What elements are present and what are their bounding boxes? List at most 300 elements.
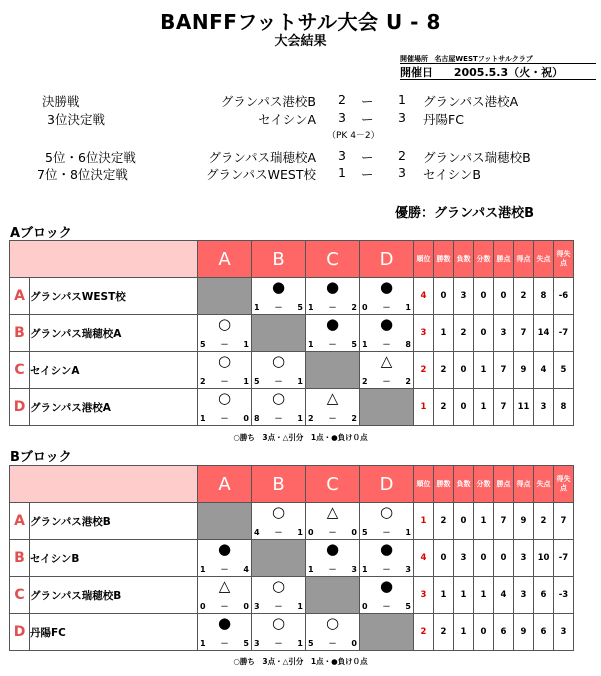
- score-for: 1: [308, 565, 314, 574]
- stat-value: 1: [434, 315, 454, 352]
- match-result-icon: ●: [325, 278, 340, 296]
- result-home-team: グランパス港校B: [220, 94, 316, 109]
- score-dash: －: [382, 303, 391, 312]
- match-result-icon: ●: [379, 540, 394, 558]
- match-score: [308, 639, 357, 649]
- self-match-cell: [252, 315, 306, 352]
- stat-value: 4: [494, 577, 514, 614]
- result-home-score: 3: [338, 148, 346, 163]
- stat-value: -7: [554, 540, 574, 577]
- stat-value: 2: [514, 278, 534, 315]
- match-cell: [198, 389, 252, 426]
- match-score: [200, 602, 249, 612]
- score-for: 1: [308, 340, 314, 349]
- col-header-d: D: [360, 466, 414, 503]
- stat-value: -6: [554, 278, 574, 315]
- score-dash: －: [382, 602, 391, 611]
- stat-value: 0: [454, 352, 474, 389]
- match-cell: [306, 614, 360, 651]
- result-home-team: セイシンA: [258, 112, 316, 127]
- match-score: [308, 414, 357, 424]
- team-row: [10, 577, 574, 614]
- stat-header: 分数: [474, 466, 494, 503]
- stat-value: 3: [514, 540, 534, 577]
- stat-value: 3: [494, 315, 514, 352]
- team-name: セイシンB: [30, 540, 198, 577]
- match-score: [200, 565, 249, 575]
- team-name: グランパス港校B: [30, 503, 198, 540]
- score-dash: －: [328, 528, 337, 537]
- match-score: [254, 303, 303, 313]
- self-match-cell: [252, 540, 306, 577]
- team-row: [10, 503, 574, 540]
- match-cell: [198, 352, 252, 389]
- rank-value: 1: [414, 389, 434, 426]
- stat-header: 勝点: [494, 241, 514, 278]
- score-against: 1: [297, 377, 303, 386]
- block-a-table: [9, 240, 574, 426]
- stat-value: -3: [554, 577, 574, 614]
- team-row: [10, 352, 574, 389]
- match-cell: [360, 352, 414, 389]
- score-against: 0: [243, 414, 249, 423]
- match-cell: [252, 389, 306, 426]
- block-a-legend: ○勝ち 3点・△引分 1点・●負け０点: [233, 433, 368, 442]
- stat-value: 1: [454, 614, 474, 651]
- result-home-team: グランパス瑞穂校A: [208, 150, 316, 165]
- self-match-cell: [306, 577, 360, 614]
- stat-value: 0: [474, 278, 494, 315]
- match-result-icon: △: [380, 352, 393, 370]
- match-score: [200, 340, 249, 350]
- score-against: 3: [405, 565, 411, 574]
- score-for: 1: [308, 303, 314, 312]
- result-dash: ー: [361, 167, 374, 182]
- score-against: 2: [351, 414, 357, 423]
- match-result-icon: ○: [217, 389, 232, 407]
- stat-value: 3: [534, 389, 554, 426]
- rank-value: 3: [414, 577, 434, 614]
- block-a-title: Aブロック: [10, 226, 72, 241]
- result-dash: ー: [361, 150, 374, 165]
- stat-value: 8: [554, 389, 574, 426]
- match-result-icon: ●: [379, 577, 394, 595]
- match-result-icon: △: [218, 577, 231, 595]
- match-cell: [252, 577, 306, 614]
- self-match-cell: [306, 352, 360, 389]
- score-against: 1: [405, 528, 411, 537]
- result-away-team: 丹陽FC: [423, 112, 464, 127]
- result-away-team: グランパス港校A: [423, 94, 519, 109]
- match-result-icon: ●: [271, 278, 286, 296]
- date-label: 開催日: [400, 66, 433, 79]
- match-score: [362, 340, 411, 350]
- stat-value: 5: [554, 352, 574, 389]
- score-dash: －: [328, 340, 337, 349]
- score-dash: －: [274, 303, 283, 312]
- score-dash: －: [220, 639, 229, 648]
- result-dash: ー: [361, 94, 374, 109]
- stat-value: -7: [554, 315, 574, 352]
- result-home-score: 3: [338, 110, 346, 125]
- score-against: 5: [351, 340, 357, 349]
- row-letter: D: [10, 614, 30, 651]
- score-dash: －: [382, 377, 391, 386]
- stat-value: 0: [494, 278, 514, 315]
- team-name: グランパスWEST校: [30, 278, 198, 315]
- self-match-cell: [198, 503, 252, 540]
- score-against: 4: [243, 565, 249, 574]
- row-letter: C: [10, 577, 30, 614]
- rank-value: 2: [414, 352, 434, 389]
- match-score: [362, 528, 411, 538]
- score-dash: －: [274, 639, 283, 648]
- match-cell: [360, 577, 414, 614]
- match-cell: [198, 614, 252, 651]
- stat-value: 9: [514, 503, 534, 540]
- score-for: 1: [362, 340, 368, 349]
- rank-value: 1: [414, 503, 434, 540]
- score-dash: －: [328, 414, 337, 423]
- match-result-icon: ○: [271, 352, 286, 370]
- col-header-a: A: [198, 466, 252, 503]
- score-for: 5: [308, 639, 314, 648]
- score-dash: －: [274, 377, 283, 386]
- match-cell: [198, 577, 252, 614]
- match-result-icon: ○: [379, 503, 394, 521]
- block-b-legend: ○勝ち 3点・△引分 1点・●負け０点: [233, 657, 368, 666]
- stat-value: 2: [434, 352, 454, 389]
- row-letter: D: [10, 389, 30, 426]
- stat-value: 3: [514, 577, 534, 614]
- match-result-icon: ●: [325, 540, 340, 558]
- block-b-title: Bブロック: [10, 450, 72, 465]
- stat-value: 9: [514, 352, 534, 389]
- pk-note: （PK 4－2）: [327, 131, 380, 141]
- result-round: 5位・6位決定戦: [45, 150, 136, 165]
- stat-header: 勝数: [434, 241, 454, 278]
- match-cell: [306, 503, 360, 540]
- stat-value: 3: [454, 278, 474, 315]
- stat-header: 得失点: [554, 241, 574, 278]
- row-letter: C: [10, 352, 30, 389]
- col-header-a: A: [198, 241, 252, 278]
- stat-value: 6: [534, 577, 554, 614]
- score-against: 8: [405, 340, 411, 349]
- score-dash: －: [382, 565, 391, 574]
- score-against: 1: [297, 528, 303, 537]
- score-for: 0: [308, 528, 314, 537]
- score-against: 5: [243, 639, 249, 648]
- score-dash: －: [220, 340, 229, 349]
- result-away-score: 2: [398, 148, 406, 163]
- header-blank: [10, 241, 198, 278]
- rank-value: 3: [414, 315, 434, 352]
- stat-value: 11: [514, 389, 534, 426]
- match-cell: [360, 503, 414, 540]
- stat-header: 失点: [534, 466, 554, 503]
- venue-value: 名古屋WESTフットサルクラブ: [434, 55, 533, 63]
- match-score: [362, 602, 411, 612]
- stat-header: 得失点: [554, 466, 574, 503]
- match-result-icon: ●: [379, 315, 394, 333]
- score-dash: －: [328, 565, 337, 574]
- stat-value: 3: [454, 540, 474, 577]
- match-result-icon: ○: [217, 315, 232, 333]
- stat-value: 0: [474, 614, 494, 651]
- rank-value: 2: [414, 614, 434, 651]
- match-cell: [306, 540, 360, 577]
- stat-header: 失点: [534, 241, 554, 278]
- score-for: 2: [200, 377, 206, 386]
- match-score: [308, 340, 357, 350]
- match-score: [308, 528, 357, 538]
- score-for: 2: [362, 377, 368, 386]
- score-dash: －: [220, 602, 229, 611]
- score-for: 0: [362, 602, 368, 611]
- stat-value: 14: [534, 315, 554, 352]
- score-for: 5: [362, 528, 368, 537]
- self-match-cell: [360, 614, 414, 651]
- score-dash: －: [274, 414, 283, 423]
- match-cell: [252, 278, 306, 315]
- header-row: [10, 466, 574, 503]
- score-against: 0: [243, 602, 249, 611]
- page-title: BANFFフットサル大会 U - 8: [160, 10, 441, 34]
- stat-value: 1: [474, 352, 494, 389]
- tournament-winner: 優勝：グランパス港校B: [395, 206, 534, 221]
- result-away-team: グランパス瑞穂校B: [423, 150, 531, 165]
- score-for: 2: [308, 414, 314, 423]
- row-letter: B: [10, 315, 30, 352]
- stat-value: 1: [454, 577, 474, 614]
- score-against: 5: [405, 602, 411, 611]
- match-score: [200, 377, 249, 387]
- match-score: [254, 377, 303, 387]
- stat-value: 0: [474, 315, 494, 352]
- match-score: [254, 528, 303, 538]
- date-value: 2005.5.3（火・祝）: [453, 66, 564, 79]
- match-cell: [306, 315, 360, 352]
- score-for: 1: [200, 414, 206, 423]
- team-name: 丹陽FC: [30, 614, 198, 651]
- block-b-table: [9, 465, 574, 651]
- match-result-icon: ○: [271, 503, 286, 521]
- match-result-icon: ●: [379, 278, 394, 296]
- match-score: [200, 639, 249, 649]
- stat-value: 1: [434, 577, 454, 614]
- score-for: 1: [254, 303, 260, 312]
- score-dash: －: [328, 303, 337, 312]
- match-cell: [306, 389, 360, 426]
- col-header-d: D: [360, 241, 414, 278]
- result-round: 決勝戦: [42, 94, 80, 109]
- stat-value: 2: [454, 315, 474, 352]
- row-letter: A: [10, 278, 30, 315]
- header-blank: [10, 466, 198, 503]
- result-away-team: セイシンB: [423, 167, 481, 182]
- team-name: グランパス瑞穂校A: [30, 315, 198, 352]
- match-cell: [252, 352, 306, 389]
- stat-value: 4: [534, 352, 554, 389]
- stat-header: 負数: [454, 466, 474, 503]
- score-for: 3: [254, 639, 260, 648]
- venue-label: 開催場所: [400, 55, 428, 63]
- match-result-icon: ○: [271, 389, 286, 407]
- row-letter: A: [10, 503, 30, 540]
- stat-value: 2: [434, 503, 454, 540]
- score-against: 5: [297, 303, 303, 312]
- stat-value: 10: [534, 540, 554, 577]
- result-away-score: 3: [398, 110, 406, 125]
- row-letter: B: [10, 540, 30, 577]
- stat-value: 7: [554, 503, 574, 540]
- match-result-icon: ○: [271, 614, 286, 632]
- match-score: [254, 414, 303, 424]
- score-for: 1: [362, 565, 368, 574]
- stat-value: 2: [534, 503, 554, 540]
- result-home-score: 2: [338, 92, 346, 107]
- score-dash: －: [220, 414, 229, 423]
- col-header-b: B: [252, 466, 306, 503]
- score-for: 1: [200, 565, 206, 574]
- match-score: [362, 377, 411, 387]
- result-home-team: グランパスWEST校: [206, 167, 316, 182]
- score-against: 0: [351, 528, 357, 537]
- rank-value: 4: [414, 278, 434, 315]
- score-against: 0: [351, 639, 357, 648]
- stat-header: 勝点: [494, 466, 514, 503]
- match-score: [362, 565, 411, 575]
- score-against: 1: [243, 377, 249, 386]
- stat-value: 0: [434, 278, 454, 315]
- stat-value: 6: [494, 614, 514, 651]
- date-line: [400, 64, 596, 80]
- page-subtitle: 大会結果: [274, 34, 327, 49]
- score-against: 3: [351, 565, 357, 574]
- match-result-icon: ○: [217, 352, 232, 370]
- result-away-score: 3: [398, 165, 406, 180]
- score-against: 1: [297, 639, 303, 648]
- stat-value: 7: [494, 352, 514, 389]
- match-result-icon: △: [326, 503, 339, 521]
- match-result-icon: ○: [271, 577, 286, 595]
- stat-value: 1: [474, 503, 494, 540]
- score-dash: －: [328, 639, 337, 648]
- self-match-cell: [198, 278, 252, 315]
- stat-header: 分数: [474, 241, 494, 278]
- stat-value: 0: [434, 540, 454, 577]
- stat-value: 3: [554, 614, 574, 651]
- score-dash: －: [274, 602, 283, 611]
- team-name: グランパス瑞穂校B: [30, 577, 198, 614]
- team-name: グランパス港校A: [30, 389, 198, 426]
- stat-value: 0: [494, 540, 514, 577]
- match-cell: [306, 278, 360, 315]
- team-row: [10, 540, 574, 577]
- result-round: 3位決定戦: [47, 112, 105, 127]
- match-cell: [360, 540, 414, 577]
- stat-header: 順位: [414, 466, 434, 503]
- stat-value: 7: [494, 389, 514, 426]
- stat-header: 得点: [514, 466, 534, 503]
- score-against: 1: [297, 602, 303, 611]
- score-against: 2: [405, 377, 411, 386]
- date-divider: [400, 79, 596, 80]
- score-for: 0: [200, 602, 206, 611]
- team-row: [10, 278, 574, 315]
- result-home-score: 1: [338, 165, 346, 180]
- match-cell: [252, 614, 306, 651]
- team-name: セイシンA: [30, 352, 198, 389]
- match-score: [254, 602, 303, 612]
- score-for: 1: [200, 639, 206, 648]
- col-header-b: B: [252, 241, 306, 278]
- score-against: 2: [351, 303, 357, 312]
- self-match-cell: [360, 389, 414, 426]
- rank-value: 4: [414, 540, 434, 577]
- team-row: [10, 389, 574, 426]
- stat-header: 勝数: [434, 466, 454, 503]
- match-result-icon: ●: [325, 315, 340, 333]
- col-header-c: C: [306, 241, 360, 278]
- score-against: 1: [243, 340, 249, 349]
- result-away-score: 1: [398, 92, 406, 107]
- score-for: 0: [362, 303, 368, 312]
- match-result-icon: ●: [217, 614, 232, 632]
- match-score: [308, 565, 357, 575]
- stat-value: 1: [474, 577, 494, 614]
- stat-value: 0: [454, 503, 474, 540]
- stat-value: 7: [514, 315, 534, 352]
- match-score: [200, 414, 249, 424]
- score-dash: －: [274, 528, 283, 537]
- match-cell: [198, 315, 252, 352]
- score-for: 3: [254, 602, 260, 611]
- stat-value: 1: [474, 389, 494, 426]
- stat-value: 2: [434, 389, 454, 426]
- stat-value: 0: [454, 389, 474, 426]
- stat-value: 8: [534, 278, 554, 315]
- result-dash: ー: [361, 112, 374, 127]
- match-cell: [360, 278, 414, 315]
- stat-value: 2: [434, 614, 454, 651]
- match-result-icon: △: [326, 389, 339, 407]
- score-against: 1: [297, 414, 303, 423]
- match-result-icon: ○: [325, 614, 340, 632]
- stat-value: 0: [474, 540, 494, 577]
- score-dash: －: [220, 565, 229, 574]
- team-row: [10, 614, 574, 651]
- stat-header: 負数: [454, 241, 474, 278]
- match-score: [362, 303, 411, 313]
- stat-value: 9: [514, 614, 534, 651]
- match-cell: [252, 503, 306, 540]
- score-for: 4: [254, 528, 260, 537]
- team-row: [10, 315, 574, 352]
- match-score: [308, 303, 357, 313]
- score-dash: －: [382, 528, 391, 537]
- match-score: [254, 639, 303, 649]
- score-for: 5: [200, 340, 206, 349]
- result-round: 7位・8位決定戦: [37, 167, 128, 182]
- score-dash: －: [382, 340, 391, 349]
- stat-header: 得点: [514, 241, 534, 278]
- score-for: 5: [254, 377, 260, 386]
- col-header-c: C: [306, 466, 360, 503]
- stat-value: 6: [534, 614, 554, 651]
- stat-header: 順位: [414, 241, 434, 278]
